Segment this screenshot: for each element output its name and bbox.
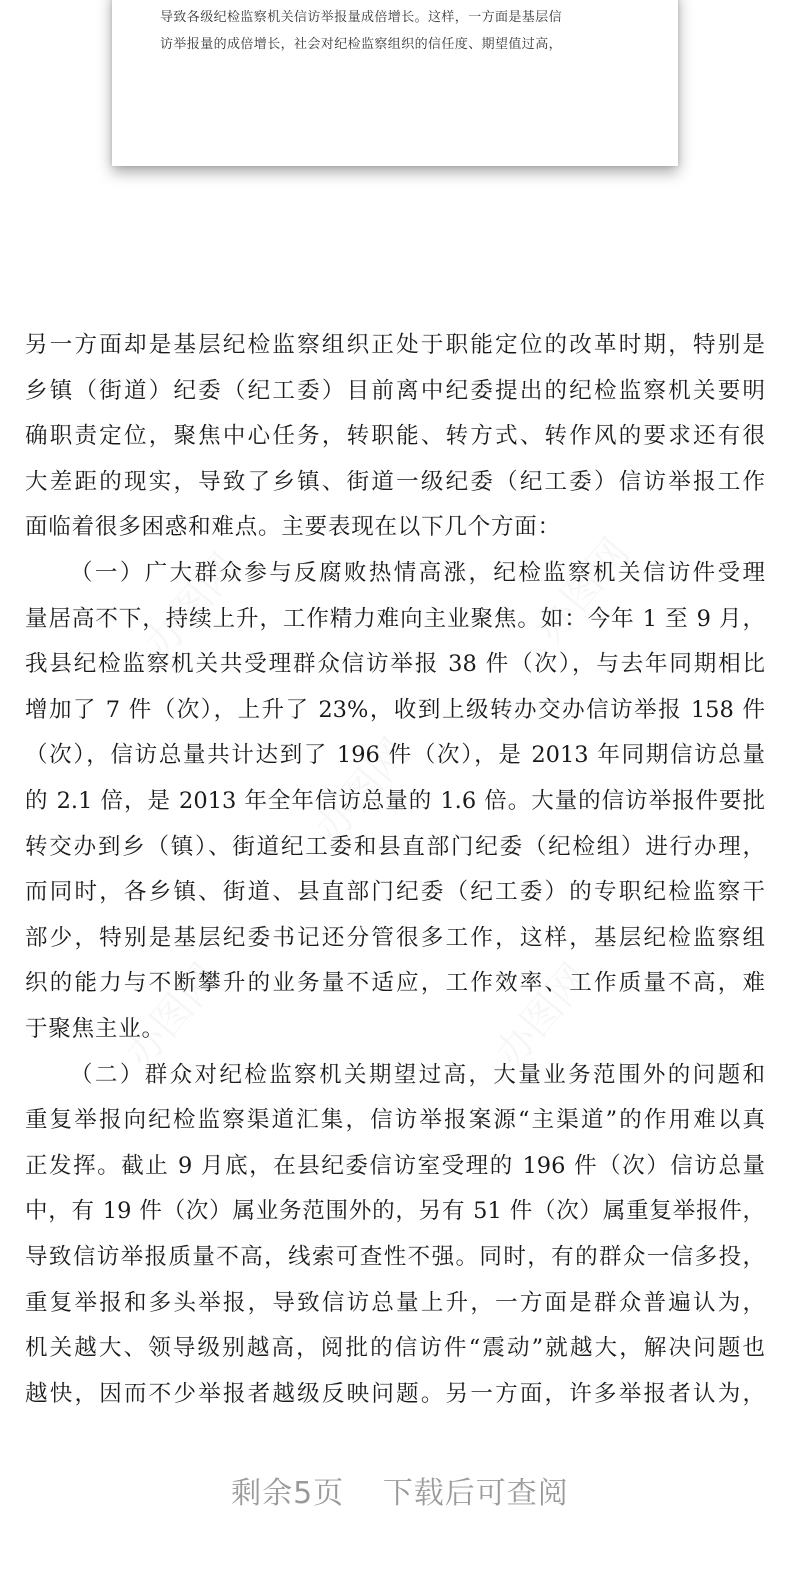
text-line: 量居高不下，持续上升，工作精力难向主业聚焦。如：今年 1 至 9 月， bbox=[25, 606, 765, 632]
text-line: 另一方面却是基层纪检监察组织正处于职能定位的改革时期，特别是 bbox=[25, 332, 765, 358]
text-line: 中，有 19 件（次）属业务范围外的，另有 51 件（次）属重复举报件， bbox=[25, 1198, 765, 1224]
text-line: 于聚焦主业。 bbox=[25, 1016, 165, 1042]
text-line: 面临着很多困惑和难点。主要表现在以下几个方面： bbox=[25, 514, 561, 540]
text-line: 导致信访举报质量不高，线索可查性不强。同时，有的群众一信多投， bbox=[25, 1244, 765, 1270]
text-line: （次），信访总量共计达到了 196 件（次），是 2013 年同期信访总量 bbox=[25, 742, 765, 768]
card-line: 导致各级纪检监察机关信访举报量成倍增长。这样，一方面是基层信 bbox=[160, 10, 563, 25]
download-to-view-label[interactable]: 下载后可查阅 bbox=[382, 1476, 569, 1511]
text-line: 确职责定位，聚焦中心任务，转职能、转方式、转作风的要求还有很 bbox=[25, 423, 765, 449]
text-line: 织的能力与不断攀升的业务量不适应，工作效率、工作质量不高，难 bbox=[25, 970, 765, 996]
text-line: 而同时，各乡镇、街道、县直部门纪委（纪工委）的专职纪检监察干 bbox=[25, 879, 765, 905]
text-line: 乡镇（街道）纪委（纪工委）目前离中纪委提出的纪检监察机关要明 bbox=[25, 378, 765, 404]
text-line: （一）广大群众参与反腐败热情高涨，纪检监察机关信访件受理 bbox=[70, 560, 765, 586]
text-line: （二）群众对纪检监察机关期望过高，大量业务范围外的问题和 bbox=[70, 1062, 765, 1088]
text-line: 越快，因而不少举报者越级反映问题。另一方面，许多举报者认为， bbox=[25, 1381, 765, 1407]
text-line: 大差距的现实，导致了乡镇、街道一级纪委（纪工委）信访举报工作 bbox=[25, 469, 765, 495]
remaining-pages-label: 剩余5页 bbox=[231, 1476, 345, 1511]
card-line: 访举报量的成倍增长，社会对纪检监察组织的信任度、期望值过高， bbox=[160, 37, 563, 52]
text-line: 重复举报向纪检监察渠道汇集，信访举报案源“主渠道”的作用难以真 bbox=[25, 1107, 765, 1133]
text-line: 机关越大、领导级别越高，阅批的信访件“震动”就越大，解决问题也 bbox=[25, 1335, 765, 1361]
card-line bbox=[160, 0, 562, 2]
text-line: 增加了 7 件（次），上升了 23%，收到上级转办交办信访举报 158 件 bbox=[25, 697, 765, 723]
text-line: 我县纪检监察机关共受理群众信访举报 38 件（次），与去年同期相比 bbox=[25, 651, 765, 677]
text-line: 部少，特别是基层纪委书记还分管很多工作，这样，基层纪检监察组 bbox=[25, 925, 765, 951]
text-line: 重复举报和多头举报，导致信访总量上升，一方面是群众普遍认为， bbox=[25, 1290, 765, 1316]
text-line: 转交办到乡（镇）、街道纪工委和县直部门纪委（纪检组）进行办理， bbox=[25, 834, 765, 860]
text-line: 的 2.1 倍，是 2013 年全年信访总量的 1.6 倍。大量的信访举报件要批 bbox=[25, 788, 765, 814]
download-prompt[interactable] bbox=[0, 1468, 800, 1512]
text-line: 正发挥。截止 9 月底，在县纪委信访室受理的 196 件（次）信访总量 bbox=[25, 1153, 765, 1179]
preview-page-card bbox=[112, 0, 678, 166]
